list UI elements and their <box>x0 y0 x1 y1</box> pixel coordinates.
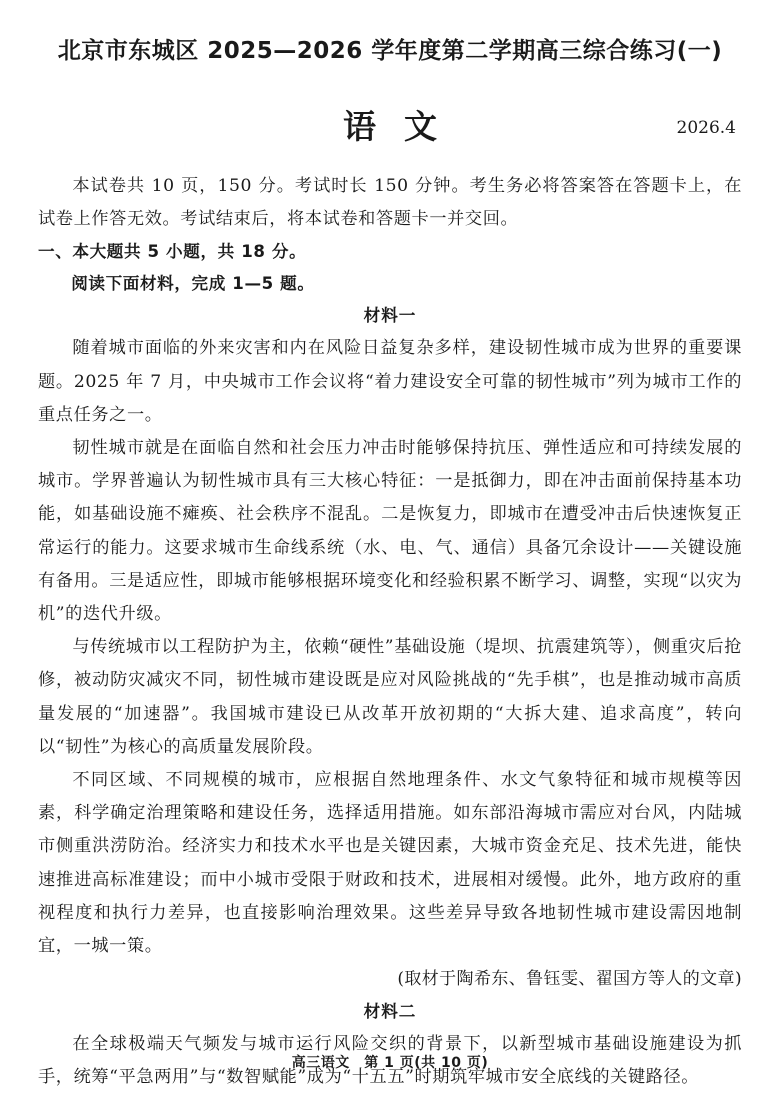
exam-date: 2026.4 <box>676 118 736 138</box>
material-one-paragraph: 随着城市面临的外来灾害和内在风险日益复杂多样，建设韧性城市成为世界的重要课题。2025 年 7 月，中央城市工作会议将“着力建设安全可靠的韧性城市”列为城市工作的重点任务之一。 <box>38 338 742 425</box>
section-heading: 一、本大题共 5 小题，共 18 分。 <box>38 242 307 262</box>
intro-paragraph: 本试卷共 10 页，150 分。考试时长 150 分钟。考生务必将答案答在答题卡上，在试卷上作答无效。考试结束后，将本试卷和答题卡一并交回。 <box>38 176 742 230</box>
subject-title: 语文 <box>343 107 465 146</box>
material-one-paragraph: 不同区域、不同规模的城市，应根据自然地理条件、水文气象特征和城市规模等因素，科学确定治理策略和建设任务，选择适用措施。如东部沿海城市需应对台风，内陆城市侧重洪涝防治。经济实力和技术水平也是关键因素，大城市资金充足、技术先进，能快速推进高标准建设；而中小城市受限于财政和技术，进展相对缓慢。此外，地方政府的重视程度和执行力差异，也直接影响治理效果。这些差异导致各地韧性城市建设需因地制宜，一城一策。 <box>38 770 742 957</box>
subject-row <box>38 104 742 160</box>
material-two-title: 材料二 <box>363 1002 417 1022</box>
page-footer: 高三语文 第 1 页(共 10 页) <box>291 1055 489 1071</box>
material-two-paragraph: 在全球极端天气频发与城市运行风险交织的背景下，以新型城市基础设施建设为抓手，统筹“平急两用”与“数智赋能”成为“十五五”时期筑牢城市安全底线的关键路径。 <box>38 1034 742 1088</box>
material-one-paragraph: 韧性城市就是在面临自然和社会压力冲击时能够保持抗压、弹性适应和可持续发展的城市。学界普遍认为韧性城市具有三大核心特征：一是抵御力，即在冲击面前保持基本功能，如基础设施不瘫痪、社会秩序不混乱。二是恢复力，即城市在遭受冲击后快速恢复正常运行的能力。这要求城市生命线系统（水、电、气、通信）具备冗余设计——关键设施有备用。三是适应性，即城市能够根据环境变化和经验积累不断学习、调整，实现“以灾为机”的迭代升级。 <box>38 438 742 625</box>
material-one-source: (取材于陶希东、鲁钰雯、翟国方等人的文章) <box>397 969 742 990</box>
exam-title: 北京市东城区 2025—2026 学年度第二学期高三综合练习(一) <box>57 38 723 64</box>
material-one-paragraph: 与传统城市以工程防护为主，依赖“硬性”基础设施（堤坝、抗震建筑等），侧重灾后抢修，被动防灾减灾不同，韧性城市建设既是应对风险挑战的“先手棋”，也是推动城市高质量发展的“加速器”。我国城市建设已从改革开放初期的“大拆大建、追求高度”，转向以“韧性”为核心的高质量发展阶段。 <box>38 637 742 757</box>
material-one-title: 材料一 <box>363 306 417 326</box>
section-instruction: 阅读下面材料，完成 1—5 题。 <box>71 274 315 294</box>
